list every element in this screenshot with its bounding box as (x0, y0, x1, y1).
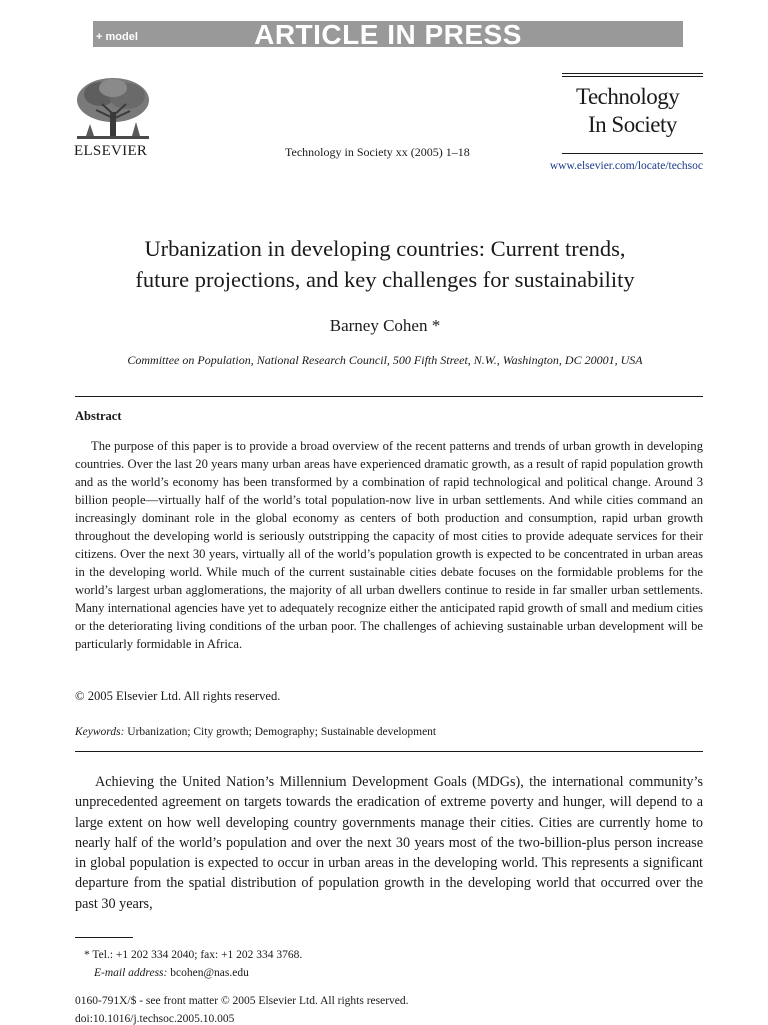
article-title-line1: Urbanization in developing countries: Current trends, (144, 236, 626, 261)
journal-citation: Technology in Society xx (2005) 1–18 (285, 145, 470, 159)
abstract-bottom-rule (75, 751, 703, 752)
article-title-line2: future projections, and key challenges for sustainability (135, 267, 635, 292)
abstract-top-rule (75, 396, 703, 397)
keywords-label: Keywords: (75, 726, 125, 738)
email-label: E-mail address: (94, 967, 168, 979)
author-name: Barney Cohen * (329, 316, 441, 335)
author-affiliation: Committee on Population, National Research Council, 500 Fifth Street, N.W., Washington, DC 20001, USA (127, 353, 643, 367)
journal-logo-line1: Technology (576, 84, 680, 109)
doi-link[interactable]: doi:10.1016/j.techsoc.2005.10.005 (75, 1013, 235, 1025)
email-address-link[interactable]: bcohen@nas.edu (170, 967, 249, 979)
issn-line: 0160-791X/$ - see front matter © 2005 Elsevier Ltd. All rights reserved. (75, 995, 409, 1007)
journal-logo-rule-top-2 (562, 76, 703, 77)
abstract-copyright: © 2005 Elsevier Ltd. All rights reserved. (75, 689, 281, 703)
footnote-email (94, 967, 249, 979)
footnote-rule (75, 937, 133, 938)
journal-logo (576, 82, 696, 144)
journal-logo-rule-bottom (562, 153, 703, 154)
elsevier-tree-logo-icon (72, 74, 154, 142)
body-paragraph: Achieving the United Nation’s Millennium Development Goals (MDGs), the international community’s unprecedented agreement on targets towards the eradication of extreme poverty and hunger, will depend to a large extent on how well developing country governments manage their cities. Cities are currently home to nearly half of the world’s population and over the next 30 years most of the two-billion-plus person increase in global population is expected to occur in urban areas in the developing world. This represents a significant departure from the spatial distribution of population growth in the developing world that occurred over the past 30 years, (75, 774, 703, 912)
keywords (75, 726, 436, 738)
journal-logo-rule-top (562, 73, 703, 74)
article-title (60, 233, 710, 295)
article-status: ARTICLE IN PRESS (254, 19, 522, 50)
keywords-values: Urbanization; City growth; Demography; Sustainable development (127, 726, 437, 738)
journal-url-link[interactable]: www.elsevier.com/locate/techsoc (549, 160, 703, 172)
model-tag: + model (96, 31, 138, 43)
footnote-contact: * Tel.: +1 202 334 2040; fax: +1 202 334 3768. (84, 949, 303, 961)
publisher-name: ELSEVIER (74, 143, 148, 159)
abstract-text: The purpose of this paper is to provide a broad overview of the recent patterns and trends of urban growth in developing countries. Over the last 20 years many urban areas have experienced dramatic growth, as a result of rapid population growth and as the world’s economy has been transformed by a combination of rapid technological and political change. Around 3 billion people—virtually half of the world’s total population-now live in urban settlements. And while cities command an increasingly dominant role in the global economy as centers of both production and consumption, rapid urban growth throughout the developing world is seriously outstripping the capacity of most cities to provide adequate services for their citizens. Over the next 30 years, virtually all of the world’s population growth is expected to be concentrated in urban areas in the developing world. While much of the current sustainable cities debate focuses on the formidable problems for the world’s largest urban agglomerations, the majority of all urban dwellers continue to reside in far smaller urban settlements. Many international agencies have yet to adequately recognize either the anticipated rapid growth of small and medium cities or the deteriorating living conditions of the urban poor. The challenges of achieving sustainable urban development will be particularly formidable in Africa. (75, 439, 703, 651)
article-in-press-banner (93, 19, 683, 50)
abstract-heading: Abstract (75, 409, 122, 423)
journal-logo-line2: In Society (588, 112, 677, 137)
